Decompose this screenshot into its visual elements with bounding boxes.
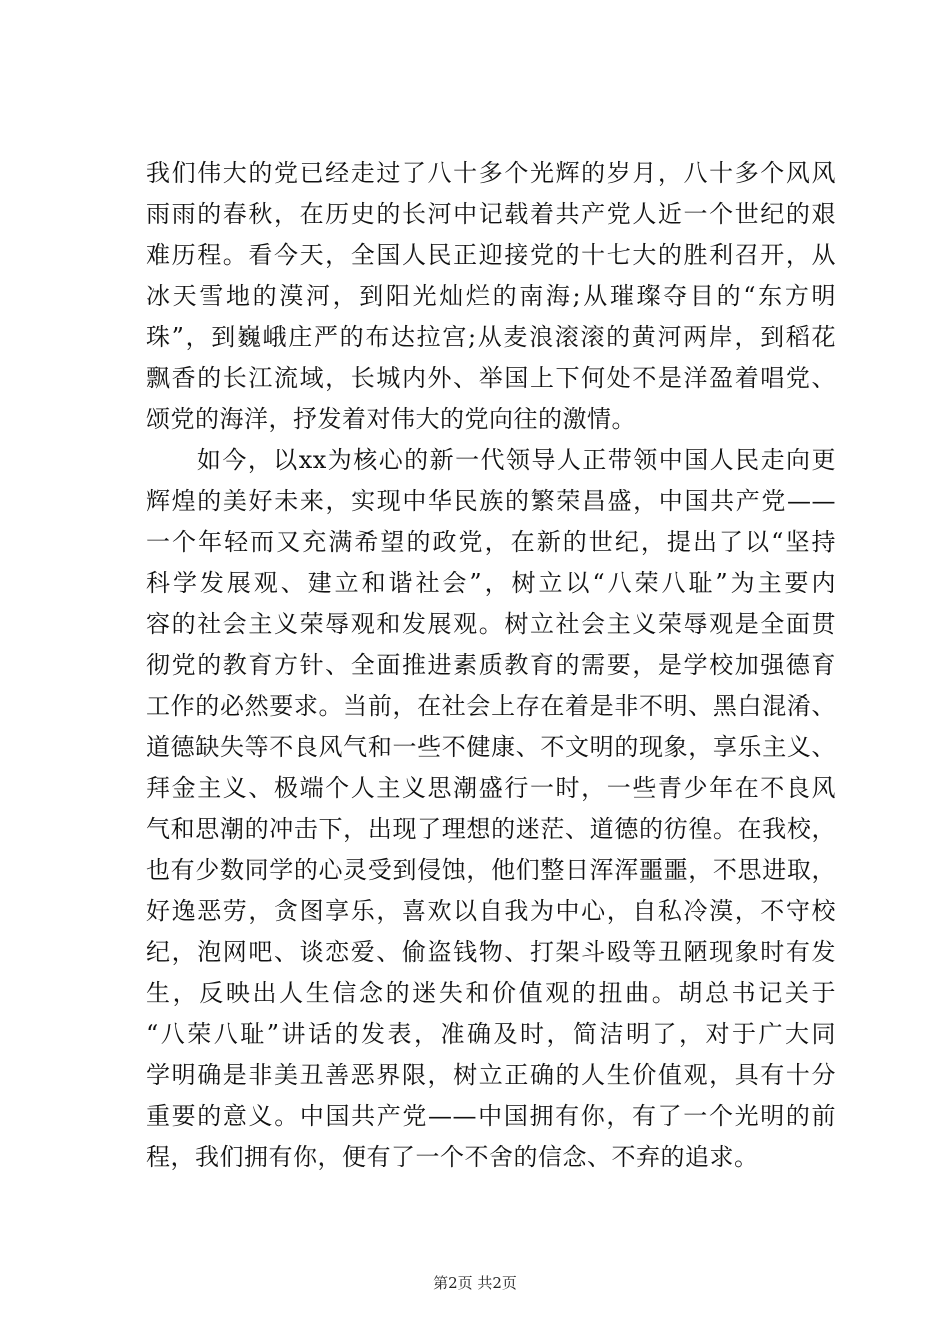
text-line: 道德缺失等不良风气和一些不健康、不文明的现象，享乐主义、 <box>146 733 836 761</box>
body-text <box>146 153 836 1178</box>
text-line: 重要的意义。中国共产党——中国拥有你，有了一个光明的前 <box>146 1102 836 1130</box>
text-line: 冰天雪地的漠河，到阳光灿烂的南海;从璀璨夺目的“东方明 <box>146 282 836 310</box>
text-line: 拜金主义、极端个人主义思潮盛行一时，一些青少年在不良风 <box>146 774 836 802</box>
text-line: 如今，以xx为核心的新一代领导人正带领中国人民走向更 <box>146 446 836 474</box>
text-line: 工作的必然要求。当前，在社会上存在着是非不明、黑白混淆、 <box>146 692 836 720</box>
text-line: 学明确是非美丑善恶界限，树立正确的人生价值观，具有十分 <box>146 1061 836 1089</box>
text-line: 辉煌的美好未来，实现中华民族的繁荣昌盛，中国共产党—— <box>146 487 836 515</box>
text-line: 彻党的教育方针、全面推进素质教育的需要，是学校加强德育 <box>146 651 836 679</box>
text-line: 也有少数同学的心灵受到侵蚀，他们整日浑浑噩噩，不思进取， <box>146 856 836 884</box>
text-line: 好逸恶劳，贪图享乐，喜欢以自我为中心，自私冷漠，不守校 <box>146 897 836 925</box>
text-line: 一个年轻而又充满希望的政党，在新的世纪，提出了以“坚持 <box>146 528 836 556</box>
text-line: 难历程。看今天，全国人民正迎接党的十七大的胜利召开，从 <box>146 241 836 269</box>
text-line: 颂党的海洋，抒发着对伟大的党向往的激情。 <box>146 405 636 433</box>
text-line: 生，反映出人生信念的迷失和价值观的扭曲。胡总书记关于 <box>146 979 836 1007</box>
text-line: 飘香的长江流域，长城内外、举国上下何处不是洋盈着唱党、 <box>146 364 836 392</box>
text-line: “八荣八耻”讲话的发表，准确及时，简洁明了，对于广大同 <box>146 1020 836 1048</box>
text-line: 程，我们拥有你，便有了一个不舍的信念、不弃的追求。 <box>146 1143 759 1171</box>
text-line: 科学发展观、建立和谐社会”，树立以“八荣八耻”为主要内 <box>146 569 836 597</box>
text-line: 我们伟大的党已经走过了八十多个光辉的岁月，八十多个风风 <box>146 159 836 187</box>
text-line: 容的社会主义荣辱观和发展观。树立社会主义荣辱观是全面贯 <box>146 610 836 638</box>
page-number: 第2页 共2页 <box>433 1274 517 1292</box>
text-line: 气和思潮的冲击下，出现了理想的迷茫、道德的彷徨。在我校， <box>146 815 836 843</box>
text-line: 纪，泡网吧、谈恋爱、偷盗钱物、打架斗殴等丑陋现象时有发 <box>146 938 836 966</box>
page-footer <box>0 1273 950 1293</box>
text-line: 珠”，到巍峨庄严的布达拉宫;从麦浪滚滚的黄河两岸，到稻花 <box>146 323 836 351</box>
text-line: 雨雨的春秋，在历史的长河中记载着共产党人近一个世纪的艰 <box>146 200 836 228</box>
